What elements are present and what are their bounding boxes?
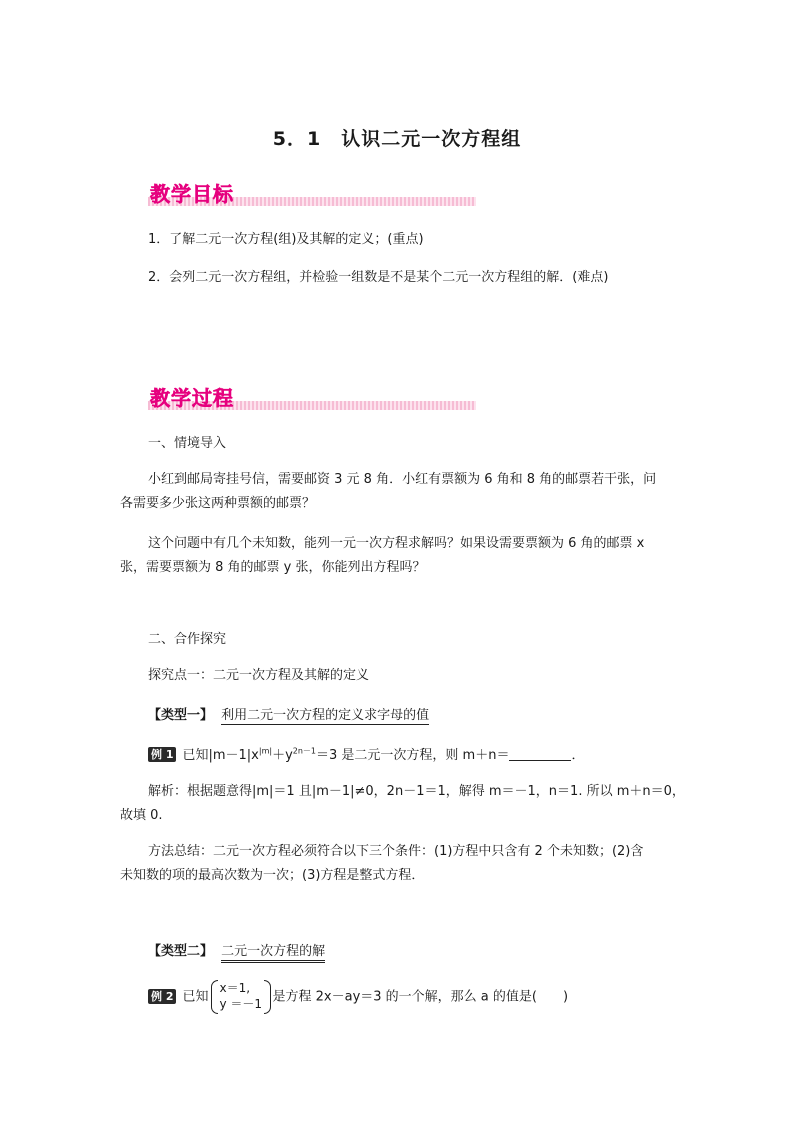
banner-label: 教学目标: [150, 182, 234, 206]
exponent: 2n－1: [292, 746, 317, 756]
exponent: |m|: [258, 746, 273, 756]
section-banner-goals: [148, 178, 476, 208]
exploration-point-1: 探究点一：二元一次方程及其解的定义: [148, 668, 370, 683]
equation: y ＝－1: [219, 997, 263, 1011]
solution-line: 故填 0.: [120, 808, 163, 823]
solution-line: 解析：根据题意得|m|＝1 且|m－1|≠0，2n－1＝1，解得 m＝－1，n＝1. 所以 m＋n＝0，: [148, 784, 685, 799]
goal-item-2: 2．会列二元一次方程组，并检验一组数是不是某个二元一次方程组的解．(难点): [148, 270, 609, 285]
section-banner-process: [148, 382, 476, 412]
paragraph-line: 各需要多少张这两种票额的邮票？: [120, 496, 316, 511]
example-1: [148, 744, 584, 768]
right-paren: [264, 980, 271, 1014]
example-text: ．: [571, 748, 585, 763]
example-text: ＝3 是二元一次方程，则 m＋n＝: [316, 748, 510, 763]
example-text: 已知: [182, 989, 209, 1005]
type-2-heading: [148, 940, 325, 964]
type-title: 利用二元一次方程的定义求字母的值: [221, 708, 430, 723]
paragraph-line: 这个问题中有几个未知数，能列一元一次方程求解吗？如果设需要票额为 6 角的邮票 x: [148, 536, 645, 551]
equation: x＝1,: [219, 981, 251, 995]
example-text: 是方程 2x－ay＝3 的一个解，那么 a 的值是( ): [272, 989, 569, 1005]
left-paren: [211, 980, 218, 1014]
type-1-heading: [148, 704, 429, 728]
type-title: 二元一次方程的解: [221, 944, 325, 963]
example-text: 已知|m－1|x: [182, 748, 259, 763]
equation-system: [211, 980, 271, 1014]
type-tag: 【类型一】: [148, 708, 214, 723]
example-2: [148, 980, 568, 1014]
banner-label: 教学过程: [150, 386, 234, 410]
method-summary-line: 未知数的项的最高次数为一次；(3)方程是整式方程．: [120, 868, 425, 883]
example-text: ＋y: [272, 748, 293, 763]
paragraph-line: 小红到邮局寄挂号信，需要邮资 3 元 8 角．小红有票额为 6 角和 8 角的邮票若干张，问: [148, 472, 657, 487]
page-title: 5．1 认识二元一次方程组: [272, 128, 522, 150]
answer-blank: [509, 746, 571, 761]
example-badge: 例 1: [148, 747, 176, 762]
example-badge: 例 2: [148, 989, 176, 1004]
type-tag: 【类型二】: [148, 944, 214, 959]
goal-item-1: 1．了解二元一次方程(组)及其解的定义；(重点): [148, 232, 424, 247]
method-summary-line: 方法总结：二元一次方程必须符合以下三个条件：(1)方程中只含有 2 个未知数；(2)含: [148, 844, 644, 859]
section-heading-1: 一、情境导入: [148, 436, 227, 451]
paragraph-line: 张，需要票额为 8 角的邮票 y 张，你能列出方程吗？: [120, 560, 426, 575]
section-heading-2: 二、合作探究: [148, 632, 227, 647]
